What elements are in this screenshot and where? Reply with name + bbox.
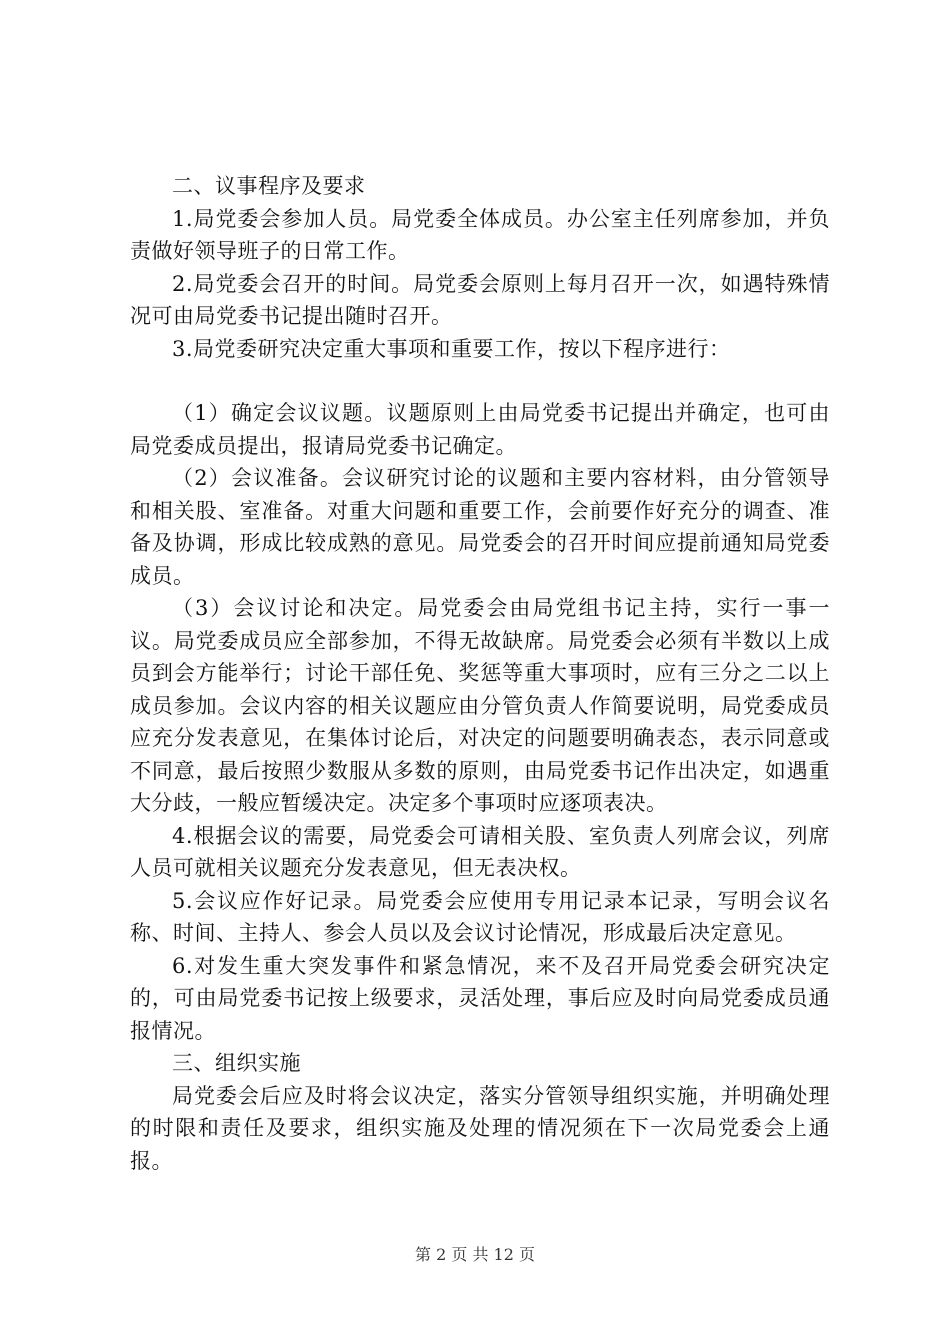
paragraph-item-6: 6.对发生重大突发事件和紧急情况，来不及召开局党委会研究决定的，可由局党委书记按上级要求，灵活处理，事后应及时向局党委成员通报情况。 <box>130 953 830 1043</box>
paragraph-subitem-1: （1）确定会议议题。议题原则上由局党委书记提出并确定，也可由局党委成员提出，报请局党委书记确定。 <box>130 401 830 458</box>
paragraph-subitem-2: （2）会议准备。会议研究讨论的议题和主要内容材料，由分管领导和相关股、室准备。对重大问题和重要工作，会前要作好充分的调查、准备及协调，形成比较成熟的意见。局党委会的召开时间应提前通知局党委成员。 <box>130 466 830 588</box>
paragraph-item-5: 5.会议应作好记录。局党委会应使用专用记录本记录，写明会议名称、时间、主持人、参会人员以及会议讨论情况，形成最后决定意见。 <box>130 888 830 945</box>
section-heading-procedure: 二、议事程序及要求 <box>172 174 366 198</box>
page-footer: 第 2 页 共 12 页 <box>415 1245 535 1264</box>
paragraph-item-2: 2.局党委会召开的时间。局党委会原则上每月召开一次，如遇特殊情况可由局党委书记提出随时召开。 <box>130 271 830 328</box>
paragraph-subitem-3: （3）会议讨论和决定。局党委会由局党组书记主持，实行一事一议。局党委成员应全部参加，不得无故缺席。局党委会必须有半数以上成员到会方能举行；讨论干部任免、奖惩等重大事项时，应有三分之二以上成员参加。会议内容的相关议题应由分管负责人作简要说明，局党委成员应充分发表意见，在集体讨论后，对决定的问题要明确表态，表示同意或不同意，最后按照少数服从多数的原则，由局党委书记作出决定，如遇重大分歧，一般应暂缓决定。决定多个事项时应逐项表决。 <box>130 596 830 815</box>
document-body <box>130 170 830 1177</box>
section-heading-implementation: 三、组织实施 <box>172 1051 301 1075</box>
paragraph-item-3: 3.局党委研究决定重大事项和重要工作，按以下程序进行： <box>172 336 731 361</box>
paragraph-item-1: 1.局党委会参加人员。局党委全体成员。办公室主任列席参加，并负责做好领导班子的日常工作。 <box>130 206 830 263</box>
paragraph-implementation: 局党委会后应及时将会议决定，落实分管领导组织实施，并明确处理的时限和责任及要求，组织实施及处理的情况须在下一次局党委会上通报。 <box>130 1083 830 1173</box>
paragraph-item-4: 4.根据会议的需要，局党委会可请相关股、室负责人列席会议，列席人员可就相关议题充分发表意见，但无表决权。 <box>130 823 830 880</box>
